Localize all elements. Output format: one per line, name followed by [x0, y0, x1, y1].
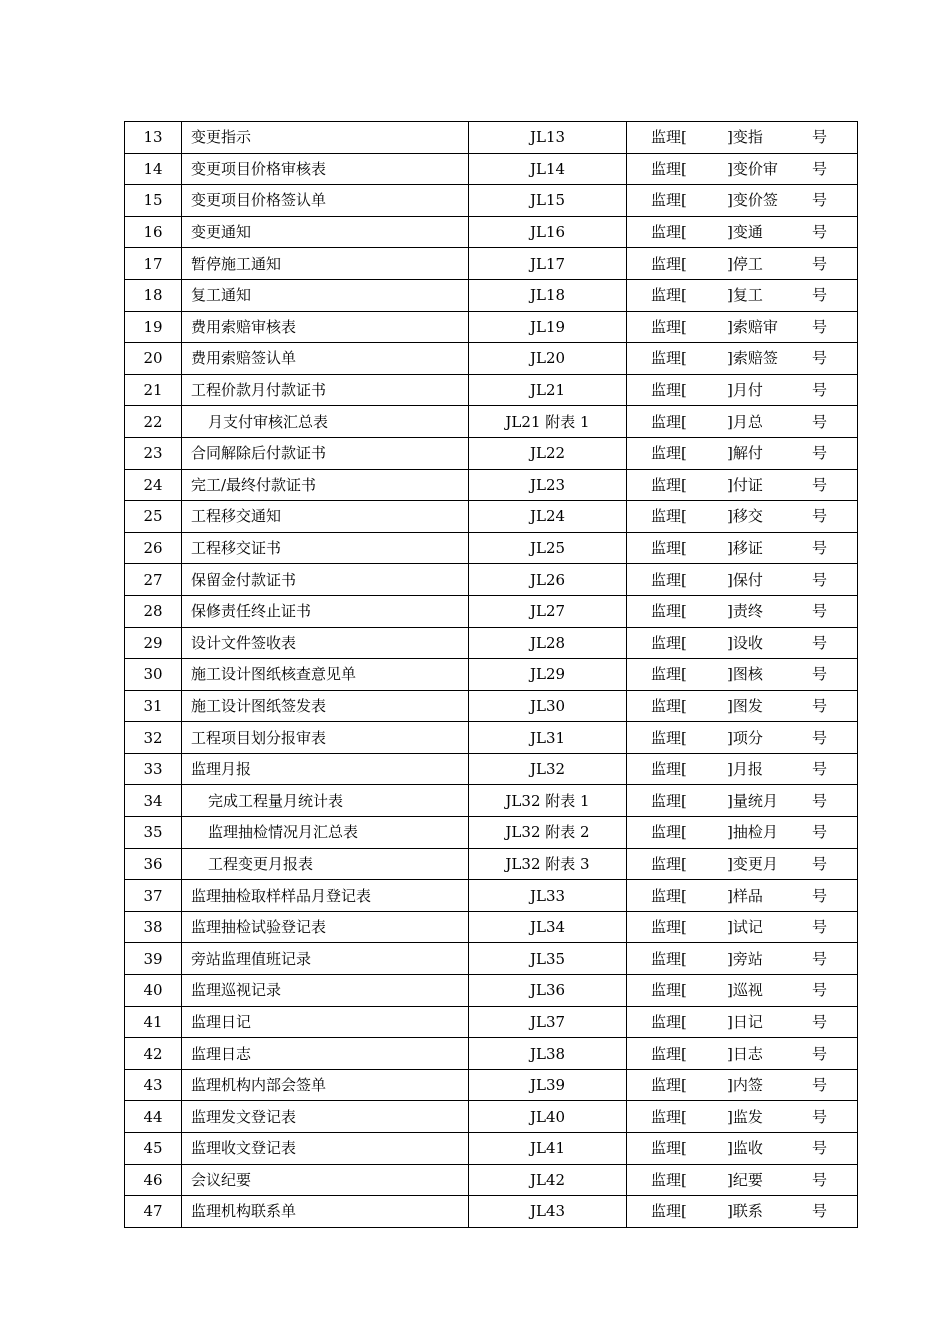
document-number-format [627, 722, 858, 754]
document-number-format [627, 595, 858, 627]
table-row [125, 975, 858, 1007]
ref-prefix: 监理[ [651, 349, 687, 368]
ref-abbreviation: ]付证 [727, 475, 763, 494]
ref-prefix: 监理[ [651, 886, 687, 905]
document-number-format [627, 1196, 858, 1228]
ref-abbreviation: ]监收 [727, 1139, 763, 1158]
ref-suffix: 号 [811, 444, 827, 463]
ref-abbreviation: ]量统月 [727, 791, 778, 810]
ref-abbreviation: ]联系 [727, 1202, 763, 1221]
ref-prefix: 监理[ [651, 665, 687, 684]
form-code: JL42 [469, 1164, 627, 1196]
document-number-format [627, 153, 858, 185]
ref-suffix: 号 [811, 791, 827, 810]
row-number: 24 [125, 469, 182, 501]
row-number: 39 [125, 943, 182, 975]
form-name: 保留金付款证书 [182, 564, 469, 596]
document-number-format [627, 753, 858, 785]
row-number: 17 [125, 248, 182, 280]
ref-abbreviation: ]变价审 [727, 159, 778, 178]
table-row [125, 343, 858, 375]
document-number-format [627, 279, 858, 311]
ref-prefix: 监理[ [651, 159, 687, 178]
ref-prefix: 监理[ [651, 981, 687, 1000]
table-row [125, 1164, 858, 1196]
ref-suffix: 号 [811, 1107, 827, 1126]
ref-prefix: 监理[ [651, 570, 687, 589]
ref-prefix: 监理[ [651, 412, 687, 431]
form-name: 工程移交通知 [182, 501, 469, 533]
ref-suffix: 号 [811, 918, 827, 937]
row-number: 21 [125, 374, 182, 406]
table-row [125, 279, 858, 311]
form-code: JL41 [469, 1133, 627, 1165]
ref-prefix: 监理[ [651, 128, 687, 147]
document-number-format [627, 627, 858, 659]
form-name: 完成工程量月统计表 [182, 785, 469, 817]
ref-prefix: 监理[ [651, 1012, 687, 1031]
document-number-format [627, 848, 858, 880]
document-number-format [627, 1006, 858, 1038]
ref-suffix: 号 [811, 286, 827, 305]
row-number: 25 [125, 501, 182, 533]
table-row [125, 659, 858, 691]
ref-suffix: 号 [811, 665, 827, 684]
ref-abbreviation: ]日志 [727, 1044, 763, 1063]
form-code: JL35 [469, 943, 627, 975]
row-number: 42 [125, 1038, 182, 1070]
document-number-format [627, 532, 858, 564]
document-number-format [627, 880, 858, 912]
table-row [125, 469, 858, 501]
ref-suffix: 号 [811, 760, 827, 779]
form-name: 施工设计图纸签发表 [182, 690, 469, 722]
form-name: 工程项目划分报审表 [182, 722, 469, 754]
row-number: 16 [125, 216, 182, 248]
document-number-format [627, 911, 858, 943]
ref-prefix: 监理[ [651, 475, 687, 494]
ref-suffix: 号 [811, 412, 827, 431]
ref-prefix: 监理[ [651, 854, 687, 873]
form-name: 暂停施工通知 [182, 248, 469, 280]
table-row [125, 1101, 858, 1133]
ref-abbreviation: ]巡视 [727, 981, 763, 1000]
table-row [125, 122, 858, 154]
row-number: 13 [125, 122, 182, 154]
table-row [125, 532, 858, 564]
row-number: 27 [125, 564, 182, 596]
form-code: JL34 [469, 911, 627, 943]
ref-abbreviation: ]变指 [727, 128, 763, 147]
table-row [125, 564, 858, 596]
table-row [125, 406, 858, 438]
row-number: 43 [125, 1069, 182, 1101]
table-row [125, 848, 858, 880]
document-number-format [627, 216, 858, 248]
table-row [125, 437, 858, 469]
ref-abbreviation: ]设收 [727, 633, 763, 652]
form-name: 变更项目价格审核表 [182, 153, 469, 185]
ref-suffix: 号 [811, 1076, 827, 1095]
form-code: JL15 [469, 185, 627, 217]
row-number: 38 [125, 911, 182, 943]
row-number: 30 [125, 659, 182, 691]
form-code: JL20 [469, 343, 627, 375]
ref-prefix: 监理[ [651, 317, 687, 336]
document-number-format [627, 185, 858, 217]
form-name: 变更项目价格签认单 [182, 185, 469, 217]
ref-prefix: 监理[ [651, 223, 687, 242]
ref-abbreviation: ]图核 [727, 665, 763, 684]
form-code: JL23 [469, 469, 627, 501]
table-row [125, 690, 858, 722]
row-number: 47 [125, 1196, 182, 1228]
ref-suffix: 号 [811, 1139, 827, 1158]
ref-suffix: 号 [811, 633, 827, 652]
table-row [125, 374, 858, 406]
ref-abbreviation: ]保付 [727, 570, 763, 589]
ref-abbreviation: ]抽检月 [727, 823, 778, 842]
form-code: JL17 [469, 248, 627, 280]
form-name: 施工设计图纸核查意见单 [182, 659, 469, 691]
ref-prefix: 监理[ [651, 507, 687, 526]
row-number: 18 [125, 279, 182, 311]
ref-suffix: 号 [811, 349, 827, 368]
row-number: 45 [125, 1133, 182, 1165]
row-number: 29 [125, 627, 182, 659]
form-name: 监理日记 [182, 1006, 469, 1038]
ref-suffix: 号 [811, 191, 827, 210]
ref-suffix: 号 [811, 981, 827, 1000]
ref-abbreviation: ]责终 [727, 602, 763, 621]
ref-abbreviation: ]内签 [727, 1076, 763, 1095]
table-row [125, 501, 858, 533]
ref-suffix: 号 [811, 1012, 827, 1031]
form-code: JL32 附表 2 [469, 817, 627, 849]
document-number-format [627, 248, 858, 280]
document-number-format [627, 406, 858, 438]
table-row [125, 1038, 858, 1070]
document-number-format [627, 785, 858, 817]
form-name: 合同解除后付款证书 [182, 437, 469, 469]
document-number-format [627, 1038, 858, 1070]
ref-suffix: 号 [811, 886, 827, 905]
form-code: JL18 [469, 279, 627, 311]
ref-prefix: 监理[ [651, 791, 687, 810]
table-row [125, 943, 858, 975]
ref-suffix: 号 [811, 317, 827, 336]
table-row [125, 880, 858, 912]
document-number-format [627, 690, 858, 722]
form-code: JL37 [469, 1006, 627, 1038]
form-code: JL27 [469, 595, 627, 627]
document-number-format [627, 501, 858, 533]
row-number: 34 [125, 785, 182, 817]
row-number: 40 [125, 975, 182, 1007]
ref-suffix: 号 [811, 1044, 827, 1063]
ref-prefix: 监理[ [651, 1139, 687, 1158]
ref-abbreviation: ]图发 [727, 696, 763, 715]
row-number: 26 [125, 532, 182, 564]
form-name: 月支付审核汇总表 [182, 406, 469, 438]
ref-abbreviation: ]复工 [727, 286, 763, 305]
form-code: JL21 [469, 374, 627, 406]
ref-abbreviation: ]纪要 [727, 1170, 763, 1189]
form-code: JL32 附表 3 [469, 848, 627, 880]
form-code: JL24 [469, 501, 627, 533]
ref-abbreviation: ]监发 [727, 1107, 763, 1126]
table-row [125, 722, 858, 754]
ref-prefix: 监理[ [651, 602, 687, 621]
form-name: 监理收文登记表 [182, 1133, 469, 1165]
row-number: 28 [125, 595, 182, 627]
ref-suffix: 号 [811, 159, 827, 178]
ref-prefix: 监理[ [651, 1044, 687, 1063]
form-code: JL39 [469, 1069, 627, 1101]
table-row [125, 1006, 858, 1038]
form-name: 变更通知 [182, 216, 469, 248]
form-code: JL43 [469, 1196, 627, 1228]
form-code: JL32 附表 1 [469, 785, 627, 817]
ref-abbreviation: ]月付 [727, 381, 763, 400]
ref-abbreviation: ]变更月 [727, 854, 778, 873]
ref-prefix: 监理[ [651, 254, 687, 273]
form-code: JL21 附表 1 [469, 406, 627, 438]
row-number: 15 [125, 185, 182, 217]
table-row [125, 1133, 858, 1165]
ref-prefix: 监理[ [651, 1202, 687, 1221]
form-code: JL14 [469, 153, 627, 185]
row-number: 37 [125, 880, 182, 912]
form-name: 设计文件签收表 [182, 627, 469, 659]
ref-abbreviation: ]解付 [727, 444, 763, 463]
row-number: 36 [125, 848, 182, 880]
ref-prefix: 监理[ [651, 539, 687, 558]
ref-suffix: 号 [811, 602, 827, 621]
form-code: JL16 [469, 216, 627, 248]
row-number: 35 [125, 817, 182, 849]
document-number-format [627, 1133, 858, 1165]
document-number-format [627, 437, 858, 469]
ref-suffix: 号 [811, 949, 827, 968]
form-name: 工程价款月付款证书 [182, 374, 469, 406]
ref-suffix: 号 [811, 823, 827, 842]
ref-prefix: 监理[ [651, 918, 687, 937]
table-row [125, 248, 858, 280]
ref-prefix: 监理[ [651, 1076, 687, 1095]
ref-abbreviation: ]旁站 [727, 949, 763, 968]
row-number: 44 [125, 1101, 182, 1133]
ref-abbreviation: ]移交 [727, 507, 763, 526]
form-name: 工程移交证书 [182, 532, 469, 564]
form-code: JL29 [469, 659, 627, 691]
form-name: 监理月报 [182, 753, 469, 785]
row-number: 14 [125, 153, 182, 185]
table-row [125, 1196, 858, 1228]
ref-suffix: 号 [811, 254, 827, 273]
form-code: JL26 [469, 564, 627, 596]
ref-abbreviation: ]试记 [727, 918, 763, 937]
row-number: 22 [125, 406, 182, 438]
form-code: JL36 [469, 975, 627, 1007]
form-name: 会议纪要 [182, 1164, 469, 1196]
document-number-format [627, 1101, 858, 1133]
ref-suffix: 号 [811, 475, 827, 494]
row-number: 32 [125, 722, 182, 754]
ref-prefix: 监理[ [651, 1107, 687, 1126]
form-code: JL38 [469, 1038, 627, 1070]
row-number: 19 [125, 311, 182, 343]
form-name: 完工/最终付款证书 [182, 469, 469, 501]
ref-abbreviation: ]移证 [727, 539, 763, 558]
ref-abbreviation: ]停工 [727, 254, 763, 273]
form-code: JL19 [469, 311, 627, 343]
form-code: JL13 [469, 122, 627, 154]
form-code: JL30 [469, 690, 627, 722]
form-name: 保修责任终止证书 [182, 595, 469, 627]
form-code: JL22 [469, 437, 627, 469]
ref-prefix: 监理[ [651, 760, 687, 779]
ref-abbreviation: ]项分 [727, 728, 763, 747]
form-name: 工程变更月报表 [182, 848, 469, 880]
table-row [125, 185, 858, 217]
ref-suffix: 号 [811, 728, 827, 747]
form-name: 监理抽检试验登记表 [182, 911, 469, 943]
ref-abbreviation: ]月总 [727, 412, 763, 431]
table-body [125, 122, 858, 1228]
form-name: 监理巡视记录 [182, 975, 469, 1007]
document-number-format [627, 659, 858, 691]
form-name: 监理抽检情况月汇总表 [182, 817, 469, 849]
document-number-format [627, 564, 858, 596]
document-number-format [627, 343, 858, 375]
document-number-format [627, 374, 858, 406]
form-code: JL31 [469, 722, 627, 754]
form-code: JL25 [469, 532, 627, 564]
ref-suffix: 号 [811, 696, 827, 715]
document-number-format [627, 1164, 858, 1196]
ref-abbreviation: ]变价签 [727, 191, 778, 210]
form-name: 旁站监理值班记录 [182, 943, 469, 975]
ref-abbreviation: ]索赔审 [727, 317, 778, 336]
ref-suffix: 号 [811, 539, 827, 558]
form-name: 监理机构内部会签单 [182, 1069, 469, 1101]
form-code: JL40 [469, 1101, 627, 1133]
ref-prefix: 监理[ [651, 696, 687, 715]
table-row [125, 753, 858, 785]
ref-abbreviation: ]样品 [727, 886, 763, 905]
table-row [125, 817, 858, 849]
ref-prefix: 监理[ [651, 633, 687, 652]
form-code: JL33 [469, 880, 627, 912]
ref-suffix: 号 [811, 854, 827, 873]
document-number-format [627, 1069, 858, 1101]
form-index-table [124, 121, 858, 1228]
form-name: 费用索赔签认单 [182, 343, 469, 375]
row-number: 31 [125, 690, 182, 722]
form-name: 监理机构联系单 [182, 1196, 469, 1228]
row-number: 20 [125, 343, 182, 375]
ref-abbreviation: ]变通 [727, 223, 763, 242]
form-name: 监理发文登记表 [182, 1101, 469, 1133]
document-number-format [627, 469, 858, 501]
form-name: 监理日志 [182, 1038, 469, 1070]
ref-suffix: 号 [811, 223, 827, 242]
ref-abbreviation: ]索赔签 [727, 349, 778, 368]
form-code: JL32 [469, 753, 627, 785]
ref-prefix: 监理[ [651, 444, 687, 463]
form-name: 变更指示 [182, 122, 469, 154]
document-number-format [627, 975, 858, 1007]
ref-abbreviation: ]月报 [727, 760, 763, 779]
row-number: 41 [125, 1006, 182, 1038]
table-row [125, 1069, 858, 1101]
form-name: 复工通知 [182, 279, 469, 311]
ref-prefix: 监理[ [651, 286, 687, 305]
ref-prefix: 监理[ [651, 191, 687, 210]
ref-prefix: 监理[ [651, 381, 687, 400]
table-row [125, 216, 858, 248]
form-name: 监理抽检取样样品月登记表 [182, 880, 469, 912]
document-number-format [627, 943, 858, 975]
ref-suffix: 号 [811, 507, 827, 526]
table-row [125, 311, 858, 343]
table-row [125, 911, 858, 943]
ref-suffix: 号 [811, 570, 827, 589]
ref-prefix: 监理[ [651, 949, 687, 968]
document-number-format [627, 311, 858, 343]
ref-abbreviation: ]日记 [727, 1012, 763, 1031]
form-code: JL28 [469, 627, 627, 659]
ref-prefix: 监理[ [651, 1170, 687, 1189]
table-row [125, 785, 858, 817]
ref-prefix: 监理[ [651, 823, 687, 842]
ref-suffix: 号 [811, 1170, 827, 1189]
row-number: 33 [125, 753, 182, 785]
ref-suffix: 号 [811, 381, 827, 400]
document-number-format [627, 122, 858, 154]
ref-suffix: 号 [811, 128, 827, 147]
form-name: 费用索赔审核表 [182, 311, 469, 343]
row-number: 23 [125, 437, 182, 469]
ref-prefix: 监理[ [651, 728, 687, 747]
document-number-format [627, 817, 858, 849]
table-row [125, 627, 858, 659]
row-number: 46 [125, 1164, 182, 1196]
table-row [125, 595, 858, 627]
ref-suffix: 号 [811, 1202, 827, 1221]
table-row [125, 153, 858, 185]
